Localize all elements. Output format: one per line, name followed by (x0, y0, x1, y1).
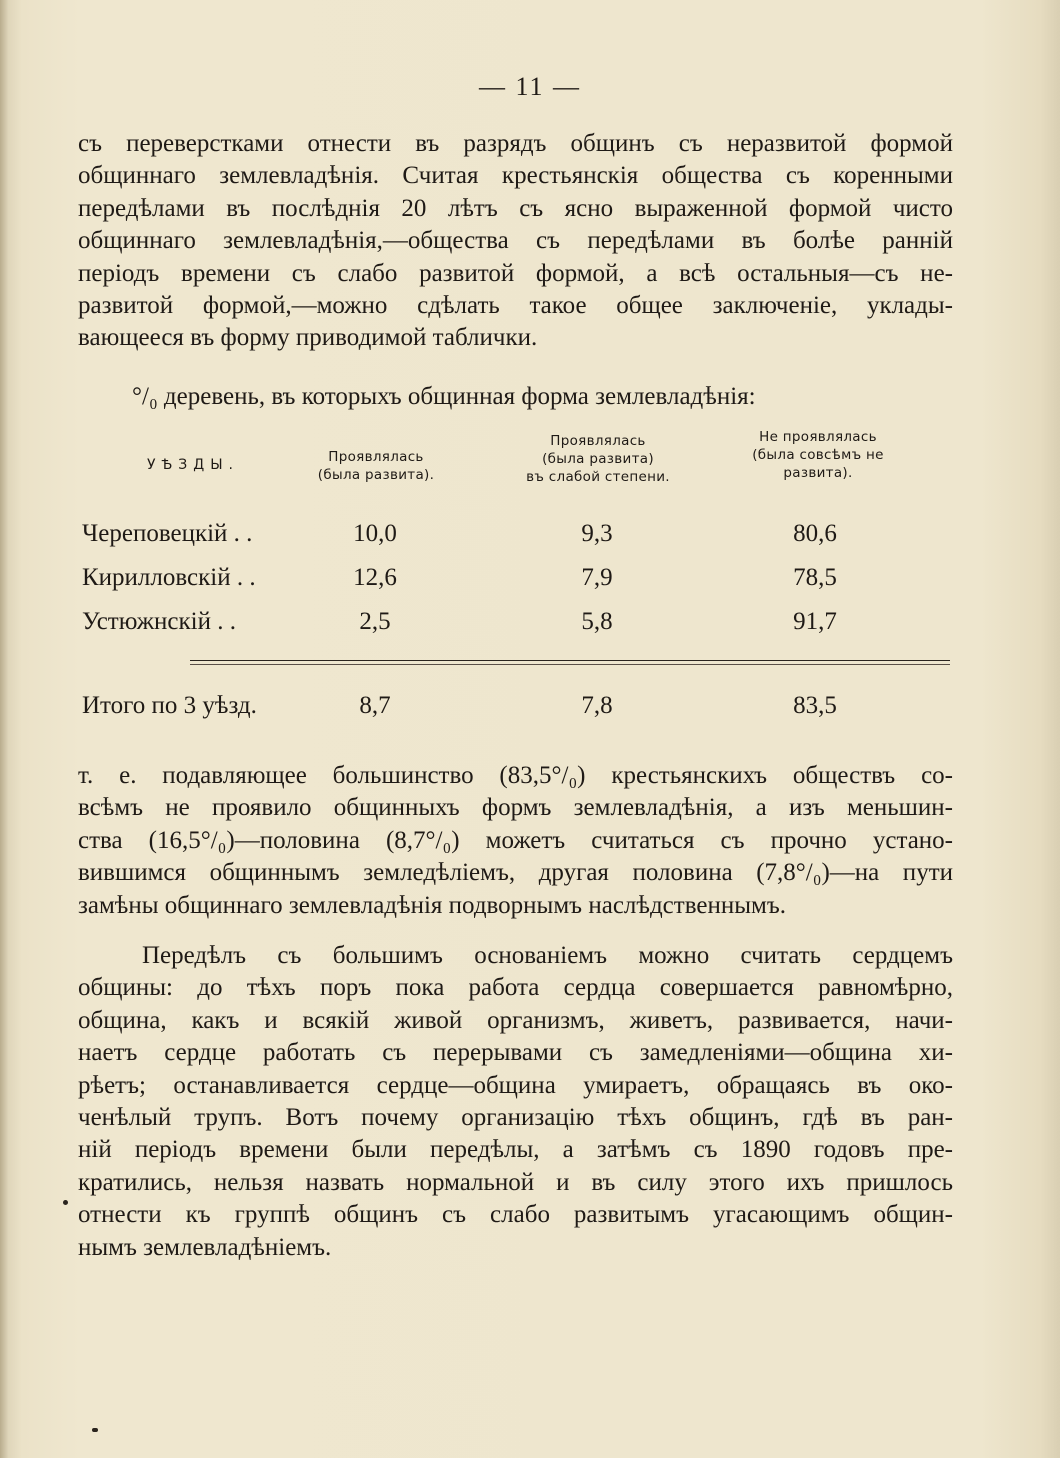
table-total-rule (190, 660, 950, 661)
header-line: Не проявлялась (759, 429, 877, 445)
text-line: перiодъ времени съ слабо развитой формой, а всѣ остальныя—съ не- (78, 259, 953, 287)
header-line: Проявлялась (328, 449, 424, 465)
value-none: 80,6 (793, 520, 837, 547)
value-none: 91,7 (793, 608, 837, 635)
text-line: общиннаго землевладѣнія. Считая крестьянскія общества съ коренными (78, 162, 953, 190)
text-line: замѣны общиннаго землевладѣнія подворнымъ наслѣдственнымъ. (78, 891, 787, 919)
text-line: т. е. подавляющее большинство (83,5°/₀) крестьянскихъ обществъ со- (78, 762, 953, 789)
text-line: отнести къ группѣ общинъ съ слабо развитымъ угасающимъ общин- (78, 1201, 953, 1229)
header-line: въ слабой степени. (526, 469, 670, 485)
paragraph-2 (78, 760, 953, 922)
ink-speck (63, 1200, 68, 1205)
text-line: Передѣлъ съ большимъ основанiемъ можно считать сердцемъ (142, 942, 953, 969)
header-line: (была развита). (317, 467, 435, 483)
table-row (0, 564, 1060, 598)
uezd-name: Устюжнскій . . (82, 608, 236, 635)
total-none: 83,5 (793, 692, 837, 719)
table-row (0, 520, 1060, 554)
ink-speck (92, 1428, 98, 1432)
paragraph-3 (78, 940, 953, 1264)
value-developed: 10,0 (353, 520, 397, 547)
text-line: передѣлами въ послѣднія 20 лѣтъ съ ясно выраженной формой чисто (78, 194, 953, 222)
total-weak: 7,8 (581, 692, 613, 719)
header-line: развита). (783, 465, 853, 481)
header-line: (была совсѣмъ не (752, 447, 884, 463)
text-line: вившимся общиннымъ земледѣліемъ, другая половина (7,8°/₀)—на пути (78, 859, 953, 887)
text-line: общины: до тѣхъ поръ пока работа сердца совершается равномѣрно, (78, 974, 953, 1002)
header-column-1 (296, 448, 456, 484)
header-line: Проявлялась (550, 433, 646, 449)
header-column-2 (498, 432, 698, 486)
text-line: ній періодъ времени были передѣлы, а затѣмъ съ 1890 годовъ пре- (78, 1136, 953, 1164)
text-line: община, какъ и всякій живой организмъ, живетъ, развивается, начи- (78, 1006, 953, 1034)
text-line: развитой формой,—можно сдѣлать такое общее заключенiе, уклады- (78, 292, 953, 320)
uezd-name: Кирилловскій . . (82, 564, 256, 591)
value-weak: 5,8 (581, 608, 613, 635)
text-line: ства (16,5°/₀)—половина (8,7°/₀) можетъ считаться съ прочно устано- (78, 826, 953, 854)
text-line: вающееся въ форму приводимой таблички. (78, 324, 538, 352)
text-line: общиннаго землевладѣнія,—общества съ передѣлами въ болѣе раннiй (78, 227, 953, 255)
text-line: наетъ сердце работать съ перерывами съ замедленіями—община хи- (78, 1039, 953, 1067)
page-number: — 11 — (478, 72, 582, 101)
total-developed: 8,7 (359, 692, 391, 719)
table-total-row (0, 692, 1060, 726)
header-uezd-label: УѢЗДЫ. (146, 457, 240, 473)
text-line: кратились, нельзя назвать нормальной и въ силу этого ихъ пришлось (78, 1168, 953, 1196)
text-line: съ переверстками отнести въ разрядъ общинъ съ неразвитой формой (78, 130, 953, 157)
header-uezd (128, 456, 258, 474)
page-edge (0, 0, 8, 1458)
table-caption: °/₀ деревень, въ которыхъ общинная форма землевладѣнія: (132, 383, 756, 410)
value-none: 78,5 (793, 564, 837, 591)
value-weak: 9,3 (581, 520, 613, 547)
table-row (0, 608, 1060, 642)
uezd-name: Череповецкій . . (82, 520, 253, 547)
paragraph-1 (78, 128, 953, 355)
text-line: всѣмъ не проявило общинныхъ формъ землевладѣнія, а изъ меньшин- (78, 794, 953, 822)
total-label: Итого по 3 уѣзд. (82, 692, 257, 719)
value-developed: 2,5 (359, 608, 391, 635)
header-line: (была развита) (542, 451, 654, 467)
table-total-rule-secondary (190, 664, 950, 665)
value-weak: 7,9 (581, 564, 613, 591)
value-developed: 12,6 (353, 564, 397, 591)
text-line: ченѣлый трупъ. Вотъ почему организацію тѣхъ общинъ, гдѣ въ ран- (78, 1104, 953, 1132)
text-line: нымъ землевладѣніемъ. (78, 1233, 332, 1261)
header-column-3 (728, 428, 908, 482)
text-line: рѣетъ; останавливается сердце—община умираетъ, обращаясь въ око- (78, 1071, 953, 1099)
